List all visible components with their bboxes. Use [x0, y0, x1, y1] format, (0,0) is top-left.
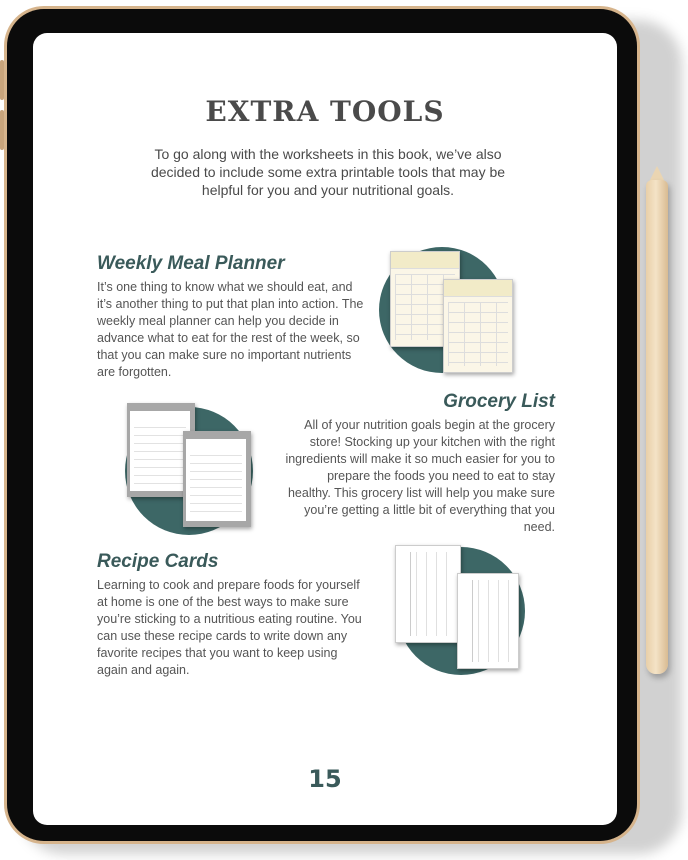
- page-title: EXTRA TOOLS: [205, 95, 445, 128]
- tablet-bezel: [7, 9, 637, 841]
- grocery-sheet: [183, 431, 251, 527]
- section-heading: Recipe Cards: [97, 551, 219, 572]
- stylus-pencil: [646, 180, 668, 674]
- tablet-screen: [33, 33, 617, 825]
- section-heading: Weekly Meal Planner: [97, 253, 285, 274]
- section-body: All of your nutrition goals begin at the grocery store! Stocking up your kitchen with the right ingredients will make it so much easier for you to prepare the foods you need to eat to stay healthy. This grocery list will help you make sure you’re getting a little bit of everything that you need.: [285, 418, 555, 534]
- section-body: Learning to cook and prepare foods for yourself at home is one of the best ways to make sure you’re sticking to a nutritious eating routine. You can use these recipe cards to write down any favorite recipes that you want to keep using again and again.: [97, 578, 362, 677]
- intro-text: To go along with the worksheets in this book, we’ve also decided to include some extra printable tools that may be helpful for you and your nutritional goals.: [150, 146, 506, 198]
- recipe-card: [395, 545, 461, 643]
- recipe-card: [457, 573, 519, 669]
- tablet-frame: [4, 6, 640, 844]
- section-heading: Grocery List: [443, 391, 555, 412]
- section-body: It’s one thing to know what we should eat, and it’s another thing to put that plan into action. The weekly meal planner can help you decide in advance what to eat for the rest of the week, so that you can make sure no important nutrients are forgotten.: [97, 280, 364, 379]
- planner-sheet: [443, 279, 513, 373]
- page-number: 15: [308, 765, 342, 793]
